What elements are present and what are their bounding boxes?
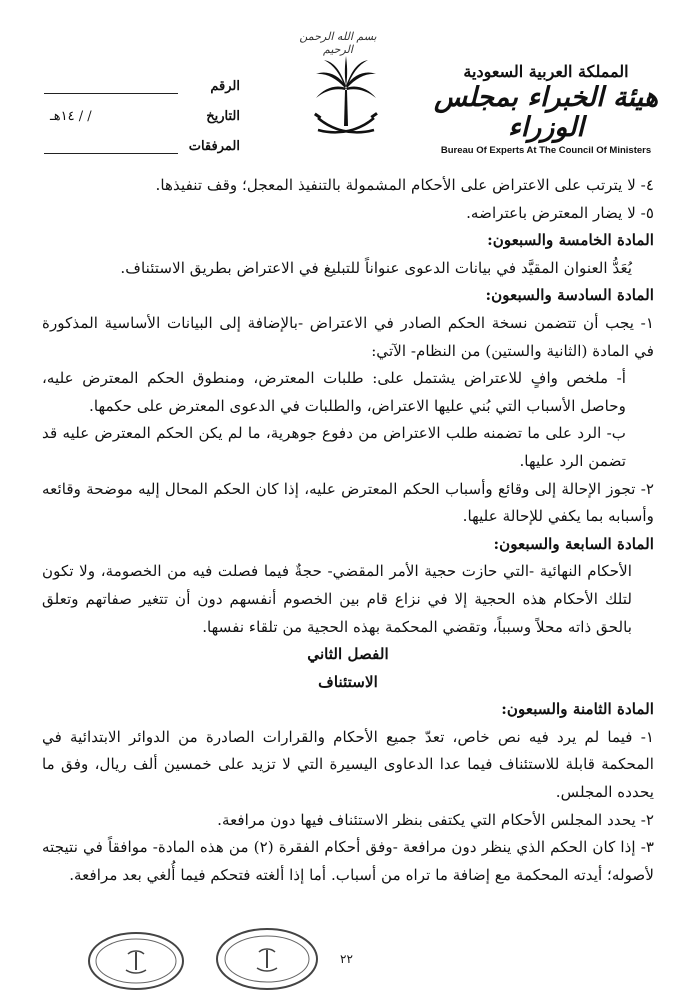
paragraph: ١- يجب أن تتضمن نسخة الحكم الصادر في الاعتراض -بالإضافة إلى البيانات الأساسية المذكورة في المادة (الثانية والستين) من النظام- الآتي: — [42, 313, 654, 360]
article-heading: المادة الخامسة والسبعون: — [487, 231, 654, 250]
paragraph: يُعَدُّ العنوان المقيَّد في بيانات الدعوى عنواناً للتبليغ في الاعتراض بطريق الاستئناف. — [120, 258, 632, 277]
article-heading: المادة السابعة والسبعون: — [493, 534, 654, 553]
palm-and-swords-emblem-icon — [312, 56, 380, 146]
attach-row — [44, 124, 240, 154]
letterhead-org — [426, 62, 666, 156]
kingdom-name: المملكة العربية السعودية — [463, 62, 629, 81]
chapter-heading: الفصل الثاني — [307, 645, 389, 664]
date-value: / / ١٤هـ — [50, 109, 92, 124]
paragraph: ٣- إذا كان الحكم الذي ينظر دون مرافعة -وفق أحكام الفقرة (٢) من هذه المادة- موافقاً في نتيجته لأصوله؛ أيدته المحكمة مع إضافة ما تراه من أسباب. أما إذا ألغته فتحكم فيما أُلغي بعد مرافعة. — [42, 838, 654, 884]
paragraph: ٢- تجوز الإحالة إلى وقائع وأسباب الحكم المعترض عليه، إذا كان الحكم المحال إليه موضحة وقائعه وأسبابه بما يكفي للإحالة عليها. — [42, 479, 654, 526]
paragraph: ٢- يحدد المجلس الأحكام التي يكتفى بنظر الاستئناف فيها دون مرافعة. — [217, 810, 654, 829]
paragraph: ٤- لا يترتب على الاعتراض على الأحكام المشمولة بالتنفيذ المعجل؛ وقف تنفيذها. — [155, 176, 654, 194]
ref-row — [44, 64, 240, 94]
official-seal-icon — [86, 930, 186, 992]
date-label: التاريخ — [206, 109, 240, 124]
paragraph: أ- ملخص وافٍ للاعتراض يشتمل على: طلبات المعترض، ومنطوق الحكم المعترض عليه، وحاصل الأسباب التي بُني عليها الاعتراض، والطلبات في الدعوى المعترض على حكمها. — [42, 369, 626, 415]
date-row — [44, 94, 240, 124]
attach-line — [44, 141, 178, 154]
basmala: بسم الله الرحمن الرحيم — [299, 30, 377, 56]
bureau-name-arabic: هيئة الخبراء بمجلس الوزراء — [433, 82, 659, 143]
document-body — [42, 172, 654, 889]
reference-block — [44, 64, 240, 154]
attach-label: المرفقات — [188, 139, 240, 154]
chapter-title: الاستئناف — [318, 672, 378, 691]
article-heading: المادة الثامنة والسبعون: — [501, 700, 654, 719]
official-seal-icon — [214, 926, 320, 992]
paragraph: ب- الرد على ما تضمنه طلب الاعتراض من دفوع جوهرية، ما لم يكن الحكم المعترض عليه قد تضمن الرد عليها. — [42, 424, 626, 470]
ref-line — [44, 81, 178, 94]
paragraph: ١- فيما لم يرد فيه نص خاص، تعدّ جميع الأحكام والقرارات الصادرة من الدوائر الابتدائية في المحكمة قابلة للاستئناف فيما عدا الدعاوى اليسيرة التي لا تزيد على خمسين ألف ريال، وفق ما يحدده المجلس. — [42, 727, 654, 802]
ref-label: الرقم — [210, 79, 240, 94]
bureau-name-english: Bureau Of Experts At The Council Of Ministers — [440, 145, 652, 156]
page-number: ٢٢ — [340, 952, 353, 966]
article-heading: المادة السادسة والسبعون: — [485, 286, 654, 305]
paragraph: ٥- لا يضار المعترض باعتراضه. — [466, 203, 654, 222]
paragraph: الأحكام النهائية -التي حازت حجية الأمر المقضي- حجةٌ فيما فصلت فيه من الخصومة، ولا تكون لتلك الأحكام هذه الحجية إلا في نزاع قام بين الخصوم أنفسهم دون أن تتغير صفاتهم وتعلق بالحق ذاته محلاً وسبباً، وتقضي المحكمة بهذه الحجية من تلقاء نفسها. — [42, 562, 632, 636]
